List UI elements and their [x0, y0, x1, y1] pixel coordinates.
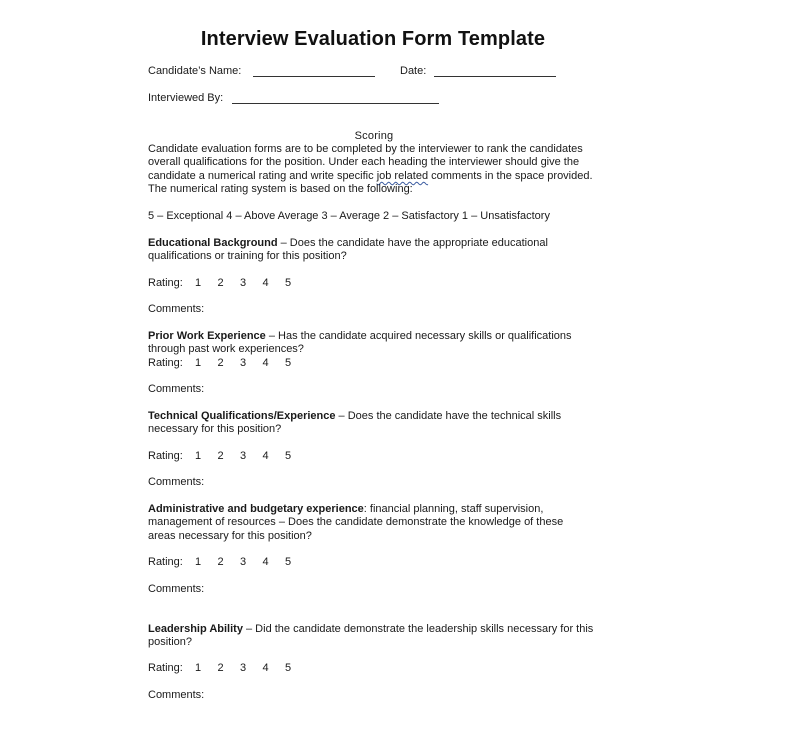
section-administrative-budgetary	[148, 503, 593, 543]
rating-option-5[interactable]: 5	[285, 662, 292, 674]
rating-option-3[interactable]: 3	[240, 556, 247, 568]
comments-label: Comments:	[148, 303, 205, 315]
rating-option-5[interactable]: 5	[285, 450, 292, 462]
rating-row	[148, 357, 308, 370]
section-heading: Technical Qualifications/Experience	[148, 410, 336, 422]
rating-row	[148, 556, 308, 569]
comments-label: Comments:	[148, 476, 205, 488]
scoring-intro-text-1: Candidate evaluation forms are to be completed by the interviewer to rank the candidates overall qualifications for the position. Under each heading the interviewer should give the candidate a numerical rating and write specific	[148, 143, 583, 182]
section-question: – Has the candidate acquired necessary skills or qualifications through past work experiences?	[148, 330, 572, 356]
date-label: Date:	[400, 65, 427, 77]
rating-option-2[interactable]: 2	[217, 662, 224, 674]
rating-option-2[interactable]: 2	[217, 556, 224, 568]
rating-option-2[interactable]: 2	[217, 277, 224, 289]
rating-option-1[interactable]: 1	[195, 277, 202, 289]
rating-option-1[interactable]: 1	[195, 357, 202, 369]
section-heading: Leadership Ability	[148, 623, 243, 635]
rating-option-4[interactable]: 4	[262, 556, 269, 568]
rating-label: Rating:	[148, 357, 183, 369]
section-question: – Does the candidate have the appropriate educational qualifications or training for this position?	[148, 237, 548, 263]
rating-scale: 5 – Exceptional 4 – Above Average 3 – Average 2 – Satisfactory 1 – Unsatisfactory	[148, 210, 550, 222]
scoring-heading: Scoring	[354, 130, 394, 142]
rating-label: Rating:	[148, 450, 183, 462]
scoring-intro-job-related: job related	[376, 169, 429, 182]
rating-row	[148, 277, 308, 290]
section-leadership-ability	[148, 623, 603, 650]
comments-label: Comments:	[148, 583, 205, 595]
rating-option-3[interactable]: 3	[240, 662, 247, 674]
candidate-name-label: Candidate’s Name:	[148, 65, 242, 77]
section-heading: Educational Background	[148, 237, 278, 249]
rating-option-5[interactable]: 5	[285, 556, 292, 568]
rating-option-2[interactable]: 2	[217, 357, 224, 369]
section-question: : financial planning, staff supervision, management of resources – Does the candidate demonstrate the knowledge of these areas necessary for this position?	[148, 503, 564, 542]
section-heading: Prior Work Experience	[148, 330, 266, 342]
rating-option-3[interactable]: 3	[240, 450, 247, 462]
section-technical-qualifications	[148, 410, 598, 437]
rating-option-4[interactable]: 4	[262, 450, 269, 462]
rating-option-3[interactable]: 3	[240, 277, 247, 289]
rating-option-1[interactable]: 1	[195, 556, 202, 568]
rating-option-5[interactable]: 5	[285, 357, 292, 369]
rating-row	[148, 662, 308, 675]
rating-option-4[interactable]: 4	[262, 277, 269, 289]
rating-option-1[interactable]: 1	[195, 662, 202, 674]
interviewed-by-label: Interviewed By:	[148, 92, 224, 104]
rating-option-4[interactable]: 4	[262, 662, 269, 674]
comments-label: Comments:	[148, 383, 205, 395]
date-field[interactable]	[434, 76, 556, 77]
comments-label: Comments:	[148, 689, 205, 701]
rating-option-3[interactable]: 3	[240, 357, 247, 369]
scoring-intro	[148, 143, 600, 197]
form-title: Interview Evaluation Form Template	[200, 28, 546, 50]
rating-label: Rating:	[148, 277, 183, 289]
scoring-intro-text-2: comments in the space provided. The numerical rating system is based on the following:	[148, 169, 593, 196]
rating-option-5[interactable]: 5	[285, 277, 292, 289]
section-question: – Did the candidate demonstrate the leadership skills necessary for this position?	[148, 623, 594, 649]
section-question: – Does the candidate have the technical skills necessary for this position?	[148, 410, 562, 436]
rating-row	[148, 450, 308, 463]
rating-option-2[interactable]: 2	[217, 450, 224, 462]
section-heading: Administrative and budgetary experience	[148, 503, 364, 515]
rating-option-4[interactable]: 4	[262, 357, 269, 369]
interviewed-by-field[interactable]	[232, 103, 439, 104]
section-educational-background	[148, 237, 588, 264]
section-prior-work-experience	[148, 330, 608, 357]
rating-label: Rating:	[148, 556, 183, 568]
candidate-name-field[interactable]	[253, 76, 375, 77]
rating-option-1[interactable]: 1	[195, 450, 202, 462]
rating-label: Rating:	[148, 662, 183, 674]
